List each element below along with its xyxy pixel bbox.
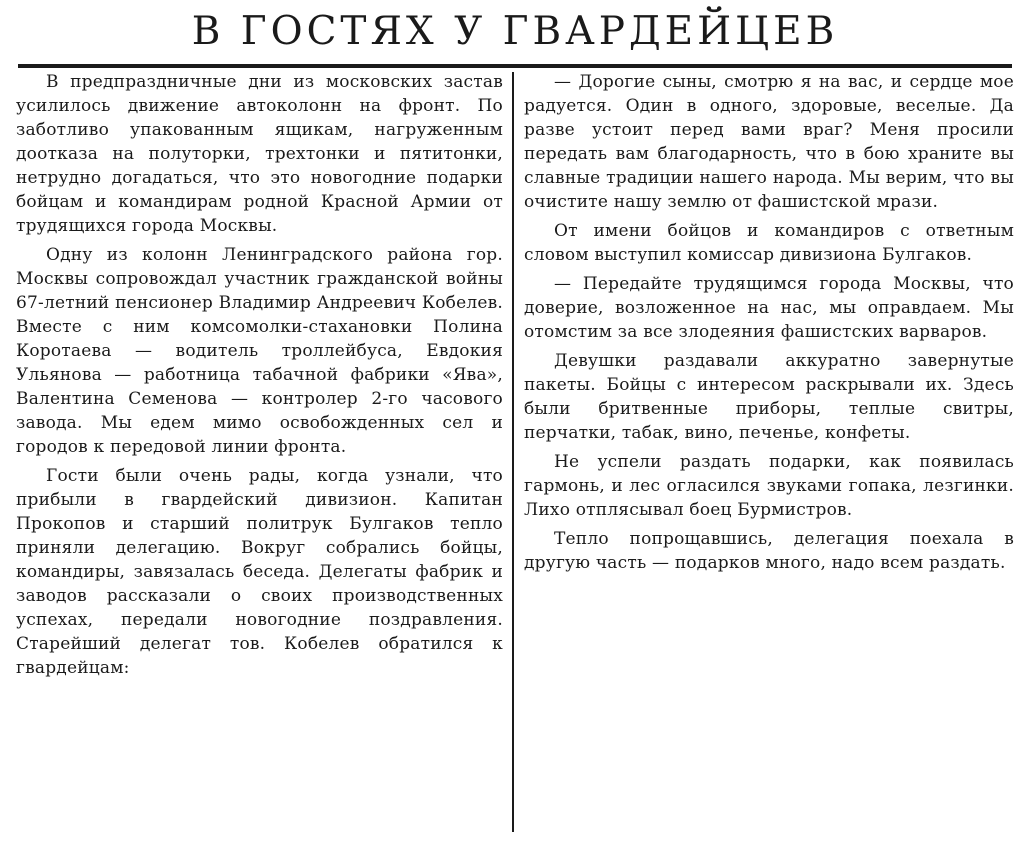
paragraph: Не успели раздать подарки, как появилась гармонь, и лес огласился звуками гопака, лезгинки. Лихо отплясывал боец Бурмистров. <box>524 452 1014 520</box>
headline-rule <box>18 64 1012 68</box>
paragraph: — Дорогие сыны, смотрю я на вас, и сердце мое радуется. Один в одного, здоровые, веселые. Да разве устоит перед вами враг? Меня просили передать вам благодарность, что в бою храните вы славные традиции нашего народа. Мы верим, что вы очистите нашу землю от фашистской мрази. <box>524 72 1014 212</box>
paragraph: Девушки раздавали аккуратно завернутые пакеты. Бойцы с интересом раскрывали их. Здесь были бритвенные приборы, теплые свитры, перчатки, табак, вино, печенье, конфеты. <box>524 351 1014 443</box>
paragraph: Одну из колонн Ленинградского района гор. Москвы сопровождал участник гражданской войны 67-летний пенсионер Владимир Андреевич Кобелев. Вместе с ним комсомолки-стахановки Полина Коротаева — водитель троллейбуса, Евдокия Ульянова — работница табачной фабрики «Ява», Валентина Семенова — контролер 2-го часового завода. Мы едем мимо освобожденных сел и городов к передовой линии фронта. <box>16 245 503 457</box>
paragraph: Тепло попрощавшись, делегация поехала в другую часть — подарков много, надо всем раздать. <box>524 529 1014 573</box>
paragraph: — Передайте трудящимся города Москвы, что доверие, возложенное на нас, мы оправдаем. Мы отомстим за все злодеяния фашистских варваров. <box>524 274 1014 342</box>
left-column <box>16 70 503 685</box>
article-headline: В ГОСТЯХ У ГВАРДЕЙЦЕВ <box>191 9 839 54</box>
paragraph: Гости были очень рады, когда узнали, что прибыли в гвардейский дивизион. Капитан Прокопов и старший политрук Булгаков тепло приняли делегацию. Вокруг собрались бойцы, командиры, завязалась беседа. Делегаты фабрик и заводов рассказали о своих производственных успехах, передали новогодние поздравления. Старейший делегат тов. Кобелев обратился к гвардейцам: <box>16 466 503 678</box>
paragraph: В предпраздничные дни из московских застав усилилось движение автоколонн на фронт. По заботливо упакованным ящикам, нагруженным доотказа на полуторки, трехтонки и пятитонки, нетрудно догадаться, что это новогодние подарки бойцам и командирам родной Красной Армии от трудящихся города Москвы. <box>16 72 503 236</box>
column-divider <box>512 72 514 832</box>
paragraph: От имени бойцов и командиров с ответным словом выступил комиссар дивизиона Булгаков. <box>524 221 1014 265</box>
right-column <box>524 70 1014 580</box>
